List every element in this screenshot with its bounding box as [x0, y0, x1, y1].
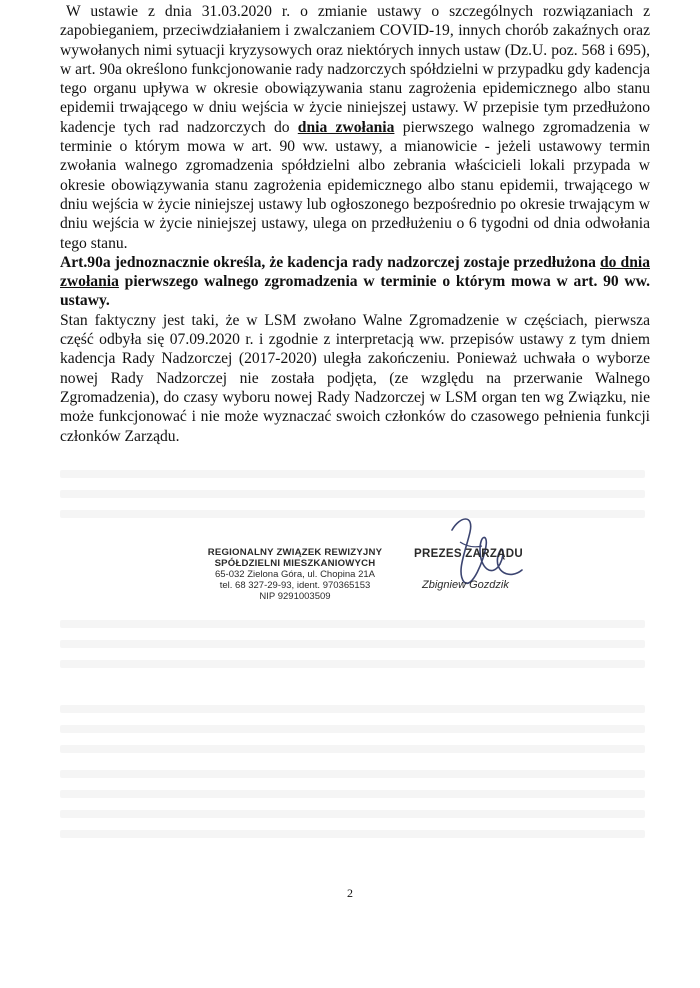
paragraph-art-90a [60, 253, 650, 311]
bleed-through-line [60, 770, 645, 778]
paragraph-text: W ustawie z dnia 31.03.2020 r. o zmianie ustawy o szczególnych rozwiązaniach z zapobieganiem, przeciwdziałaniem i zwalczaniem COVID-19, innych chorób zakaźnych oraz wywołanych nimi sytuacji kryzysowych oraz niektórych innych ustaw (Dz.U. poz. 568 i 695), w art. 90a określono funkcjonowanie rady nadzorczych spółdzielni w przypadku gdy kadencja tego organu upływa w okresie obowiązywania stanu zagrożenia epidemicznego albo stanu epidemii trwającego w dniu wejścia w życie niniejszej ustawy. W przepisie tym przedłużono kadencje tych rad nadzorczych do [60, 3, 650, 136]
bold-text: Art.90a jednoznacznie określa, że kadencja rady nadzorczej zostaje przedłużona [60, 253, 600, 271]
paragraph-text: pierwszego walnego zgromadzenia w terminie o którym mowa w art. 90 ww. ustawy, a mianowicie - jeżeli ustawowy termin zwołania walnego zgromadzenia spółdzielni albo zebrania właścicieli lokali przypada w okresie obowiązywania stanu zagrożenia epidemicznego albo stanu epidemii, trwającego w dniu wejścia w życie niniejszej ustawy lub ogłoszonego bezpośrednio po okresie trwającym w dniu wejścia w życie niniejszej ustawy, ulega on przedłużeniu o 6 tygodni od dnia odwołania tego stanu. [60, 118, 650, 252]
paragraph-legal-basis [60, 2, 650, 253]
bleed-through-line [60, 490, 645, 498]
cooperative-union-stamp [200, 547, 390, 602]
bleed-through-line [60, 705, 645, 713]
bleed-through-line [60, 790, 645, 798]
bleed-through-line [60, 810, 645, 818]
stamp-line: SPÓŁDZIELNI MIESZKANIOWYCH [214, 558, 376, 569]
bleed-through-line [60, 640, 645, 648]
letter-body [60, 2, 650, 446]
underlined-phrase: do dnia zwołania [60, 253, 650, 291]
bleed-through-line [60, 510, 645, 518]
bleed-through-line [60, 620, 645, 628]
paragraph-facts: Stan faktyczny jest taki, że w LSM zwołano Walne Zgromadzenie w częściach, pierwsza część odbyła się 07.09.2020 r. i zgodnie z interpretacją ww. przepisów ustawy z tym dniem kadencja Rady Nadzorczej (2017-2020) uległa zakończeniu. Ponieważ uchwała o wyborze nowej Rady Nadzorczej nie została podjęta, (ze względu na przerwanie Walnego Zgromadzenia), do czasy wyboru nowej Rady Nadzorczej w LSM organ ten wg Związku, nie może funkcjonować i nie może wyznaczać swoich członków do czasowego pełnienia funkcji członków Zarządu. [60, 311, 650, 445]
bleed-through-line [60, 470, 645, 478]
underlined-phrase: dnia zwołania [297, 118, 395, 136]
stamp-line: 65-032 Zielona Góra, ul. Chopina 21A [214, 569, 376, 580]
stamp-line: tel. 68 327-29-93, ident. 970365153 [219, 580, 371, 591]
bleed-through-line [60, 660, 645, 668]
page-number: 2 [347, 886, 353, 900]
bleed-through-line [60, 725, 645, 733]
stamp-title: PREZES ZARZĄDU [414, 548, 523, 560]
bleed-through-line [60, 745, 645, 753]
bleed-through-line [60, 830, 645, 838]
stamp-name: Zbigniew Gozdzik [422, 579, 509, 591]
stamp-line: NIP 9291003509 [259, 591, 331, 602]
stamp-line: REGIONALNY ZWIĄZEK REWIZYJNY [207, 547, 383, 558]
bold-text: pierwszego walnego zgromadzenia w terminie o którym mowa w art. 90 ww. ustawy. [60, 273, 650, 310]
